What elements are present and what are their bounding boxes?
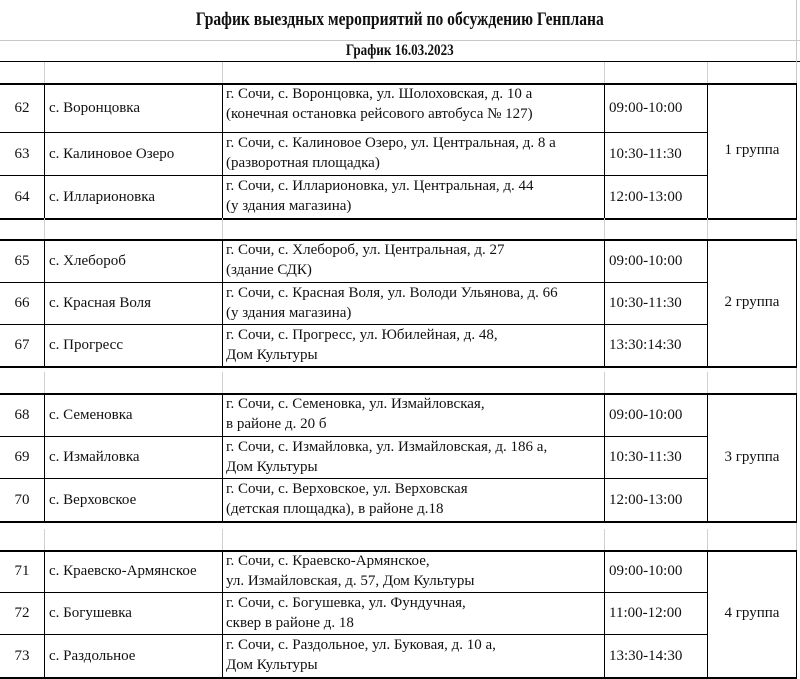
table-row: [0, 175, 707, 218]
address-line-2: Дом Культуры: [226, 459, 318, 475]
gridline: [44, 372, 45, 393]
address-line-1: г. Сочи, с. Богушевка, ул. Фундучная,: [226, 595, 466, 611]
village-name: с. Прогресс: [44, 324, 222, 366]
row-number: 62: [14, 99, 30, 116]
gridline: [604, 372, 605, 393]
address-cell: [222, 393, 604, 436]
address-line-2: (здание СДК): [226, 262, 312, 278]
village-name: с. Семеновка: [44, 393, 222, 436]
group-label: 1 группа: [707, 83, 797, 218]
row-number: 63: [14, 145, 30, 162]
address-cell: [222, 592, 604, 634]
address-line-1: г. Сочи, с. Раздольное, ул. Буковая, д. 10 а,: [226, 637, 496, 653]
address-line-1: г. Сочи, с. Прогресс, ул. Юбилейная, д. 48,: [226, 327, 498, 343]
table-row: [0, 550, 707, 592]
page-title-text: График выездных мероприятий по обсуждению Генплана: [195, 9, 605, 30]
time-slot: 09:00-10:00: [604, 550, 707, 592]
table-row: [0, 436, 707, 478]
row-number: 68: [14, 406, 30, 423]
village-name: с. Воронцовка: [44, 83, 222, 132]
row-number: 73: [14, 647, 30, 664]
village-name: с. Богушевка: [44, 592, 222, 634]
address-cell: [222, 282, 604, 324]
row-number: 69: [14, 449, 30, 465]
table-row: [0, 393, 707, 436]
gridline: [44, 218, 45, 239]
schedule-date-heading: [0, 40, 800, 62]
time-slot: 10:30-11:30: [604, 282, 707, 324]
address-line-2: (детская площадка), в районе д.18: [226, 501, 444, 517]
group-label: 4 группа: [707, 550, 797, 677]
address-line-1: г. Сочи, с. Верховское, ул. Верховская: [226, 481, 468, 497]
village-name: с. Краевско-Армянское: [44, 550, 222, 592]
address-cell: [222, 634, 604, 677]
table-row: [0, 324, 707, 366]
address-line-1: г. Сочи, с. Краевско-Армянское,: [226, 553, 430, 569]
row-number: 72: [14, 605, 30, 621]
address-line-2: (разворотная площадка): [226, 155, 380, 171]
schedule-date-text: График 16.03.2023: [346, 41, 454, 59]
page-title: [0, 0, 800, 41]
village-name: с. Верховское: [44, 478, 222, 521]
table-row: [0, 592, 707, 634]
address-line-2: в районе д. 20 б: [226, 416, 327, 432]
time-slot: 13:30-14:30: [604, 634, 707, 677]
address-line-1: г. Сочи, с. Хлебороб, ул. Центральная, д. 27: [226, 242, 505, 258]
gridline: [222, 529, 223, 550]
address-cell: [222, 132, 604, 175]
group-label: 3 группа: [707, 393, 797, 521]
table-row: [0, 634, 707, 677]
gridline: [222, 372, 223, 393]
address-line-2: ул. Измайловская, д. 57, Дом Культуры: [226, 573, 475, 589]
row-divider: [0, 677, 797, 679]
gridline: [707, 62, 708, 83]
gridline: [604, 62, 605, 83]
village-name: с. Красная Воля: [44, 282, 222, 324]
village-name: с. Калиновое Озеро: [44, 132, 222, 175]
row-number: 70: [14, 491, 30, 508]
group-label: 2 группа: [707, 239, 797, 366]
address-line-1: г. Сочи, с. Воронцовка, ул. Шолоховская, д. 10 а: [226, 86, 533, 102]
address-line-2: (конечная остановка рейсового автобуса № 127): [226, 106, 533, 122]
address-cell: [222, 478, 604, 521]
gridline: [222, 218, 223, 239]
group-spacer-row: [0, 218, 797, 239]
address-line-1: г. Сочи, с. Семеновка, ул. Измайловская,: [226, 396, 485, 412]
gridline: [222, 62, 223, 83]
gridline: [604, 529, 605, 550]
address-line-2: сквер в районе д. 18: [226, 615, 354, 631]
gridline: [604, 218, 605, 239]
gridline: [707, 372, 708, 393]
address-line-2: Дом Культуры: [226, 347, 318, 363]
address-line-1: г. Сочи, с. Красная Воля, ул. Володи Ульянова, д. 66: [226, 285, 558, 301]
table-row: [0, 83, 707, 132]
table-row: [0, 282, 707, 324]
time-slot: 13:30:14:30: [604, 324, 707, 366]
gridline: [707, 529, 708, 550]
row-divider: [0, 366, 797, 368]
address-cell: [222, 324, 604, 366]
row-number: 65: [14, 252, 30, 269]
address-line-1: г. Сочи, с. Измайловка, ул. Измайловская, д. 186 а,: [226, 439, 548, 455]
row-number: 66: [14, 295, 30, 311]
address-cell: [222, 436, 604, 478]
table-row: [0, 132, 707, 175]
address-line-1: г. Сочи, с. Калиновое Озеро, ул. Центральная, д. 8 а: [226, 135, 556, 151]
table-row: [0, 239, 707, 282]
address-cell: [222, 239, 604, 282]
time-slot: 09:00-10:00: [604, 83, 707, 132]
row-number: 64: [14, 188, 30, 205]
row-number: 71: [14, 563, 30, 579]
time-slot: 09:00-10:00: [604, 393, 707, 436]
time-slot: 10:30-11:30: [604, 436, 707, 478]
group-spacer-row: [0, 529, 797, 550]
gridline: [707, 218, 708, 239]
row-number: 67: [14, 337, 30, 353]
address-line-1: г. Сочи, с. Илларионовка, ул. Центральная, д. 44: [226, 178, 534, 194]
address-cell: [222, 550, 604, 592]
table-row: [0, 478, 707, 521]
time-slot: 12:00-13:00: [604, 478, 707, 521]
village-name: с. Измайловка: [44, 436, 222, 478]
time-slot: 12:00-13:00: [604, 175, 707, 218]
group-spacer-row: [0, 372, 797, 393]
row-divider: [0, 521, 797, 523]
time-slot: 10:30-11:30: [604, 132, 707, 175]
address-cell: [222, 175, 604, 218]
village-name: с. Хлебороб: [44, 239, 222, 282]
group-spacer-row: [0, 62, 797, 83]
time-slot: 11:00-12:00: [604, 592, 707, 634]
gridline: [44, 62, 45, 83]
village-name: с. Раздольное: [44, 634, 222, 677]
gridline: [44, 529, 45, 550]
address-cell: [222, 83, 604, 132]
address-line-2: Дом Культуры: [226, 657, 318, 673]
village-name: с. Илларионовка: [44, 175, 222, 218]
address-line-2: (у здания магазина): [226, 198, 352, 214]
address-line-2: (у здания магазина): [226, 305, 352, 321]
time-slot: 09:00-10:00: [604, 239, 707, 282]
